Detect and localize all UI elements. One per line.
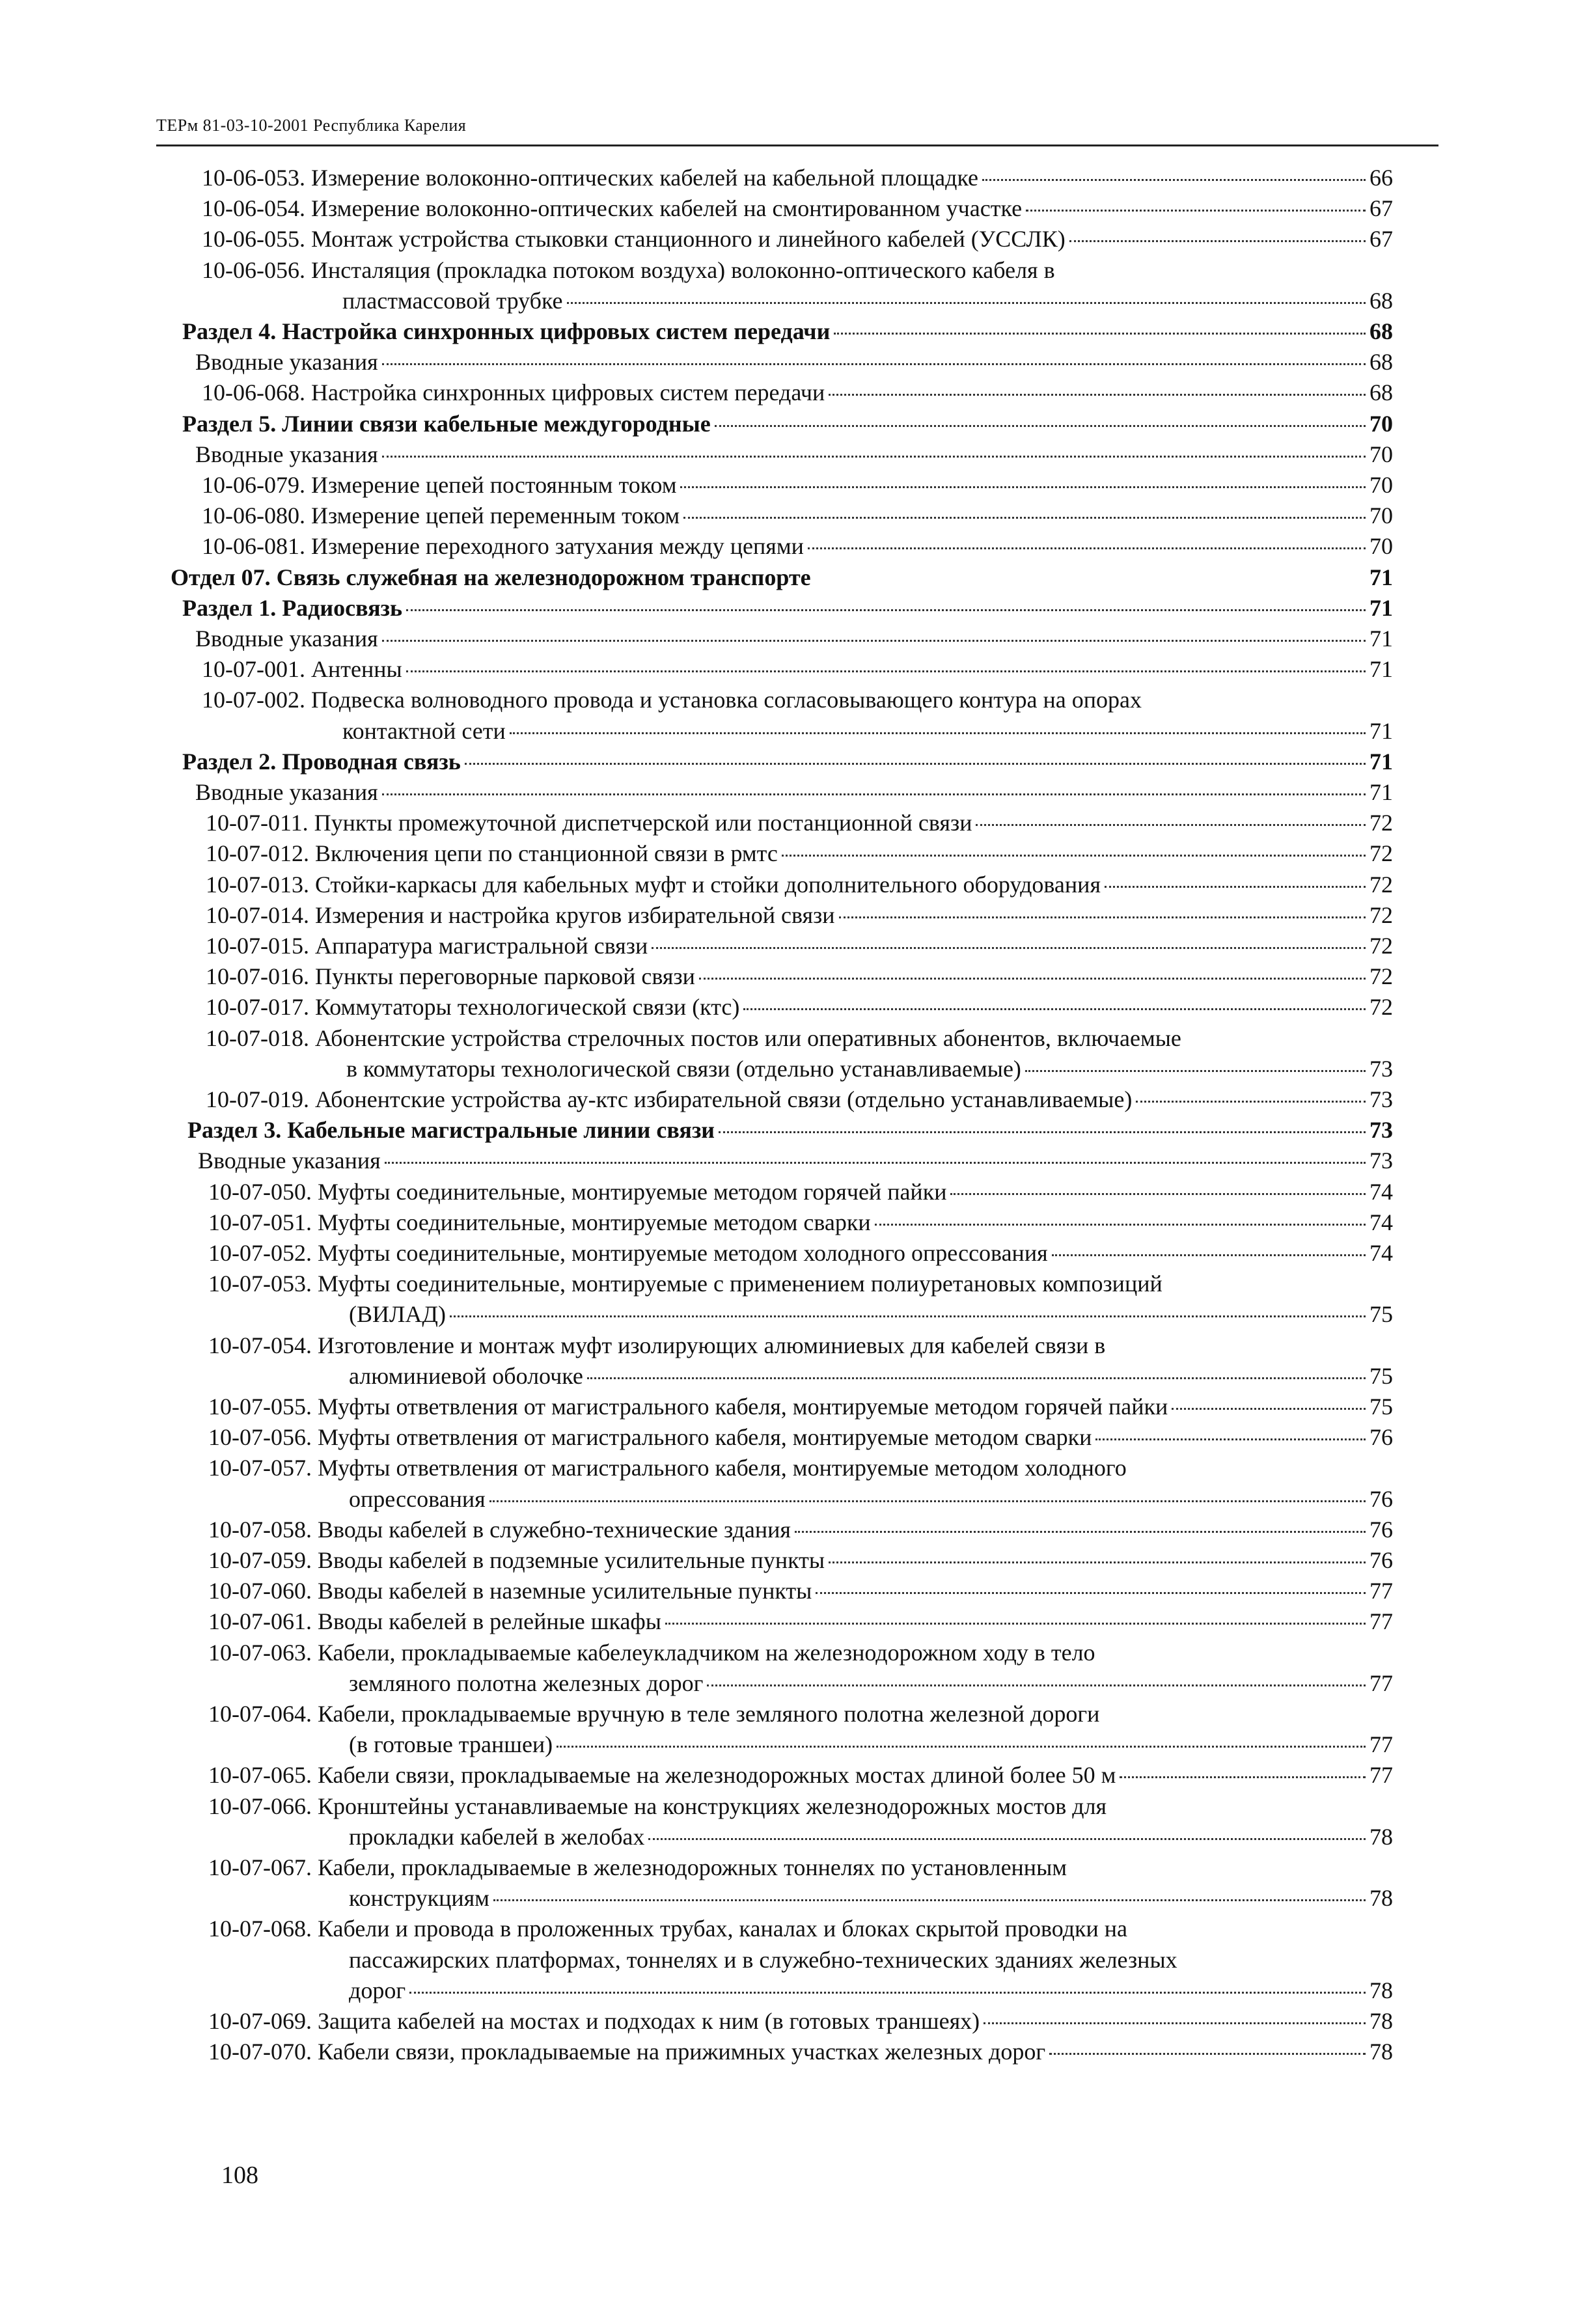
toc-entry-line — [0, 1361, 1596, 1392]
toc-entry-line — [0, 439, 1596, 470]
toc-entry — [0, 2006, 1596, 2037]
toc-entry-line — [0, 255, 1596, 286]
dot-leader — [648, 1838, 1366, 1840]
toc-page-number: 70 — [1369, 472, 1393, 498]
toc-entry-text: 10-06-080. Измерение цепей переменным током — [202, 502, 680, 529]
toc-entry — [0, 747, 1596, 777]
toc-entry-line — [0, 224, 1596, 254]
toc-entry-text: 10-07-001. Антенны — [202, 656, 402, 683]
toc-entry-text: (ВИЛАД) — [349, 1301, 446, 1328]
toc-entry-line — [0, 1146, 1596, 1176]
toc-page-number: 73 — [1369, 1086, 1393, 1112]
dot-leader — [875, 1224, 1366, 1226]
toc-entry-line — [0, 777, 1596, 808]
toc-entry-text: 10-07-063. Кабели, прокладываемые кабелеукладчиком на железнодорожном ходу в тело — [208, 1639, 1095, 1666]
toc-entry-text: 10-07-052. Муфты соединительные, монтируемые методом холодного опрессования — [208, 1240, 1048, 1266]
toc-entry — [0, 1238, 1596, 1269]
toc-entry-line — [0, 316, 1596, 347]
toc-entry-line — [0, 501, 1596, 531]
toc-entry — [0, 1207, 1596, 1238]
toc-entry — [0, 193, 1596, 224]
toc-entry-line — [0, 1515, 1596, 1545]
toc-entry-text: 10-07-013. Стойки-каркасы для кабельных муфт и стойки дополнительного оборудования — [206, 871, 1101, 898]
dot-leader — [382, 456, 1366, 458]
toc-page-number: 72 — [1369, 963, 1393, 990]
toc-entry-text: 10-06-079. Измерение цепей постоянным током — [202, 472, 677, 498]
dot-leader — [1105, 886, 1366, 888]
toc-entry-text: 10-06-055. Монтаж устройства стыковки станционного и линейного кабелей (УССЛК) — [202, 226, 1066, 253]
toc-entry-line — [0, 1023, 1596, 1054]
toc-page-number: 72 — [1369, 871, 1393, 898]
toc-entry-line — [0, 685, 1596, 715]
toc-entry — [0, 531, 1596, 562]
toc-entry-line — [0, 593, 1596, 624]
dot-leader — [510, 732, 1366, 734]
toc-entry-text: 10-06-068. Настройка синхронных цифровых систем передачи — [202, 379, 825, 406]
dot-leader — [984, 2022, 1366, 2024]
toc-page-number: 75 — [1369, 1301, 1393, 1328]
dot-leader — [816, 1592, 1366, 1594]
toc-entry — [0, 1146, 1596, 1176]
toc-entry-text: Вводные указания — [195, 779, 378, 805]
dot-leader — [385, 1162, 1366, 1164]
toc-page-number: 72 — [1369, 994, 1393, 1021]
toc-page-number: 76 — [1369, 1485, 1393, 1512]
toc-page-number: 71 — [1369, 594, 1393, 621]
toc-entry-line — [0, 1852, 1596, 1883]
toc-page-number: 74 — [1369, 1209, 1393, 1235]
toc-entry — [0, 624, 1596, 654]
toc-entry-text: Раздел 1. Радиосвязь — [182, 594, 403, 621]
toc-entry-line — [0, 1453, 1596, 1483]
toc-entry — [0, 378, 1596, 408]
dot-leader — [1049, 2053, 1366, 2055]
toc-entry — [0, 1852, 1596, 1914]
toc-entry — [0, 1545, 1596, 1576]
toc-entry-line — [0, 470, 1596, 501]
dot-leader — [1136, 1101, 1366, 1103]
toc-entry-line — [0, 654, 1596, 685]
toc-page-number: 71 — [1369, 717, 1393, 744]
toc-entry-line — [0, 1269, 1596, 1299]
toc-page-number: 71 — [1369, 625, 1393, 652]
toc-entry-line — [0, 1422, 1596, 1453]
toc-entry-line — [0, 992, 1596, 1023]
toc-entry-text: Раздел 5. Линии связи кабельные междугородные — [182, 410, 711, 437]
toc-entry-text: 10-07-017. Коммутаторы технологической связи (ктс) — [206, 994, 740, 1021]
toc-entry-text: (в готовые траншеи) — [349, 1731, 553, 1758]
toc-entry — [0, 992, 1596, 1023]
toc-entry — [0, 1760, 1596, 1791]
toc-entry — [0, 562, 1596, 593]
toc-page-number: 66 — [1369, 165, 1393, 191]
toc-entry-text: 10-07-011. Пункты промежуточной диспетчерской или постанционной связи — [206, 810, 972, 836]
dot-leader — [1120, 1776, 1366, 1778]
toc-entry-text: 10-07-061. Вводы кабелей в релейные шкафы — [208, 1608, 661, 1635]
toc-entry-line — [0, 1392, 1596, 1422]
toc-entry-text: 10-07-056. Муфты ответвления от магистрального кабеля, монтируемые методом сварки — [208, 1424, 1092, 1451]
toc-entry-text: дорог — [349, 1977, 406, 2003]
toc-entry — [0, 900, 1596, 931]
dot-leader — [795, 1531, 1366, 1533]
toc-entry-line — [0, 808, 1596, 838]
toc-entry-text: 10-06-054. Измерение волоконно-оптических кабелей на смонтированном участке — [202, 195, 1023, 222]
toc-entry-line — [0, 1299, 1596, 1330]
toc-entry — [0, 1084, 1596, 1115]
toc-entry — [0, 1422, 1596, 1453]
toc-entry-text: 10-07-016. Пункты переговорные парковой связи — [206, 963, 695, 990]
toc-page-number: 76 — [1369, 1516, 1393, 1543]
toc-page-number: 76 — [1369, 1424, 1393, 1451]
toc-entry-text: конструкциям — [349, 1885, 489, 1912]
toc-page-number: 67 — [1369, 226, 1393, 253]
dot-leader — [1069, 240, 1366, 242]
toc-entry-text: Раздел 2. Проводная связь — [182, 748, 461, 775]
toc-entry — [0, 593, 1596, 624]
toc-page-number: 68 — [1369, 349, 1393, 376]
toc-entry-line — [0, 1576, 1596, 1606]
toc-entry-text: 10-07-050. Муфты соединительные, монтируемые методом горячей пайки — [208, 1178, 947, 1205]
page-number: 108 — [221, 2162, 258, 2189]
dot-leader — [1026, 210, 1366, 212]
toc-entry-line — [0, 1914, 1596, 1944]
toc-entry-text: опрессования — [349, 1485, 486, 1512]
toc-entry — [0, 1791, 1596, 1852]
toc-entry-text: 10-07-070. Кабели связи, прокладываемые на прижимных участках железных дорог — [208, 2039, 1046, 2065]
toc-entry-text: в коммутаторы технологической связи (отдельно устанавливаемые) — [346, 1055, 1021, 1082]
dot-leader — [1172, 1408, 1366, 1410]
toc-entry-line — [0, 961, 1596, 992]
toc-page-number: 71 — [1369, 748, 1393, 775]
toc-page-number: 68 — [1369, 379, 1393, 406]
toc-entry — [0, 1330, 1596, 1392]
dot-leader — [493, 1899, 1366, 1901]
toc-entry-line — [0, 900, 1596, 931]
toc-page-number: 77 — [1369, 1762, 1393, 1789]
toc-entry-line — [0, 1177, 1596, 1207]
toc-entry — [0, 409, 1596, 439]
toc-entry-text: 10-07-065. Кабели связи, прокладываемые на железнодорожных мостах длиной более 50 м — [208, 1762, 1116, 1789]
toc-entry-line — [0, 1791, 1596, 1822]
dot-leader — [406, 609, 1366, 611]
dot-leader — [743, 1008, 1366, 1010]
toc-entry-line — [0, 1545, 1596, 1576]
toc-entry-text: 10-06-056. Инсталяция (прокладка потоком воздуха) волоконно-оптического кабеля в — [202, 256, 1055, 283]
toc-entry — [0, 1023, 1596, 1084]
toc-entry-text: 10-07-014. Измерения и настройка кругов избирательной связи — [206, 901, 835, 928]
toc-entry — [0, 1115, 1596, 1146]
toc-entry-text: 10-07-058. Вводы кабелей в служебно-технические здания — [208, 1516, 791, 1543]
dot-leader — [382, 793, 1366, 795]
toc-entry-line — [0, 1054, 1596, 1084]
toc-entry — [0, 931, 1596, 961]
toc-entry — [0, 470, 1596, 501]
dot-leader — [382, 640, 1366, 642]
toc-entry — [0, 838, 1596, 869]
toc-entry-line — [0, 838, 1596, 869]
toc-entry — [0, 1269, 1596, 1330]
toc-entry — [0, 255, 1596, 316]
toc-entry-text: 10-07-067. Кабели, прокладываемые в железнодорожных тоннелях по установленным — [208, 1854, 1067, 1880]
toc-page-number: 70 — [1369, 441, 1393, 467]
dot-leader — [829, 1561, 1366, 1563]
toc-page-number: 70 — [1369, 502, 1393, 529]
toc-entry-text: 10-07-051. Муфты соединительные, монтируемые методом сварки — [208, 1209, 871, 1235]
toc-entry-text: 10-07-057. Муфты ответвления от магистрального кабеля, монтируемые методом холодного — [208, 1455, 1127, 1481]
dot-leader — [406, 670, 1366, 672]
toc-entry-line — [0, 1606, 1596, 1637]
toc-entry-text: 10-07-015. Аппаратура магистральной связи — [206, 933, 648, 959]
toc-entry-line — [0, 1207, 1596, 1238]
toc-entry — [0, 1638, 1596, 1699]
toc-entry-line — [0, 1238, 1596, 1269]
toc-page-number: 78 — [1369, 1977, 1393, 2003]
toc-entry-text: Отдел 07. Связь служебная на железнодорожном транспорте — [171, 564, 811, 590]
dot-leader — [699, 978, 1366, 980]
toc-entry-line — [0, 1084, 1596, 1115]
toc-entry-text: Вводные указания — [195, 625, 378, 652]
toc-entry-text: 10-07-059. Вводы кабелей в подземные усилительные пункты — [208, 1547, 825, 1573]
toc-entry — [0, 961, 1596, 992]
dot-leader — [557, 1746, 1366, 1748]
toc-page-number: 73 — [1369, 1117, 1393, 1144]
toc-page-number: 70 — [1369, 410, 1393, 437]
toc-entry-line — [0, 1330, 1596, 1361]
toc-page-number: 72 — [1369, 840, 1393, 867]
toc-page-number: 68 — [1369, 318, 1393, 344]
dot-leader — [839, 916, 1366, 918]
toc-entry-line — [0, 378, 1596, 408]
toc-entry-line — [0, 1115, 1596, 1146]
toc-entry-text: Раздел 4. Настройка синхронных цифровых систем передачи — [182, 318, 831, 344]
toc-page-number: 77 — [1369, 1578, 1393, 1604]
toc-entry-line — [0, 163, 1596, 193]
toc-entry-text: 10-07-053. Муфты соединительные, монтируемые с применением полиуретановых композиций — [208, 1271, 1163, 1297]
toc-page-number: 78 — [1369, 1823, 1393, 1850]
toc-entry — [0, 1576, 1596, 1606]
toc-entry-text: алюминиевой оболочке — [349, 1362, 583, 1389]
toc-entry-line — [0, 531, 1596, 562]
toc-entry — [0, 1699, 1596, 1760]
toc-page-number: 77 — [1369, 1731, 1393, 1758]
toc-entry — [0, 1453, 1596, 1514]
toc-entry-line — [0, 1883, 1596, 1914]
toc-entry — [0, 2037, 1596, 2067]
toc-page-number: 70 — [1369, 533, 1393, 560]
running-header: ТЕРм 81-03-10-2001 Республика Карелия — [156, 116, 467, 135]
toc-entry-text: 10-07-060. Вводы кабелей в наземные усилительные пункты — [208, 1578, 812, 1604]
toc-entry-text: Вводные указания — [195, 441, 378, 467]
toc-page-number: 72 — [1369, 901, 1393, 928]
toc-entry-line — [0, 2006, 1596, 2037]
toc-entry-line — [0, 1975, 1596, 2006]
toc-entry — [0, 685, 1596, 746]
toc-page-number: 71 — [1369, 656, 1393, 683]
toc-page-number: 75 — [1369, 1362, 1393, 1389]
toc-page-number: 74 — [1369, 1178, 1393, 1205]
toc-page-number: 72 — [1369, 810, 1393, 836]
toc-entry-line — [0, 716, 1596, 747]
toc-entry — [0, 439, 1596, 470]
toc-entry-text: 10-07-002. Подвеска волноводного провода и установка согласовывающего контура на опорах — [202, 687, 1142, 713]
dot-leader — [382, 363, 1366, 365]
toc-entry-text: 10-07-018. Абонентские устройства стрелочных постов или оперативных абонентов, включаемые — [206, 1024, 1181, 1051]
dot-leader — [450, 1315, 1366, 1317]
toc-entry — [0, 1177, 1596, 1207]
toc-entry-line — [0, 193, 1596, 224]
toc-entry-line — [0, 870, 1596, 900]
dot-leader — [976, 824, 1366, 826]
toc-entry-line — [0, 1945, 1596, 1975]
header-rule — [156, 144, 1438, 146]
dot-leader — [409, 1992, 1366, 1994]
toc-entry — [0, 501, 1596, 531]
dot-leader — [652, 947, 1366, 949]
toc-entry-text: 10-06-053. Измерение волоконно-оптических кабелей на кабельной площадке — [202, 165, 979, 191]
dot-leader — [829, 394, 1366, 396]
dot-leader — [782, 855, 1366, 857]
dot-leader — [950, 1193, 1366, 1195]
toc-entry — [0, 1914, 1596, 2006]
dot-leader — [982, 179, 1366, 181]
toc-page-number: 77 — [1369, 1670, 1393, 1696]
toc-entry — [0, 870, 1596, 900]
toc-entry — [0, 808, 1596, 838]
toc-entry-line — [0, 2037, 1596, 2067]
toc-page-number: 73 — [1369, 1055, 1393, 1082]
dot-leader — [567, 302, 1366, 304]
toc-page-number: 72 — [1369, 933, 1393, 959]
dot-leader — [489, 1500, 1366, 1502]
toc-entry-text: 10-07-012. Включения цепи по станционной связи в рмтс — [206, 840, 778, 867]
toc-entry-line — [0, 1729, 1596, 1760]
toc-page-number: 78 — [1369, 2008, 1393, 2034]
toc-entry-line — [0, 931, 1596, 961]
dot-leader — [808, 547, 1366, 549]
toc-entry — [0, 654, 1596, 685]
toc-entry-text: 10-07-069. Защита кабелей на мостах и подходах к ним (в готовых траншеях) — [208, 2008, 980, 2034]
toc-page-number: 78 — [1369, 2039, 1393, 2065]
toc-entry — [0, 347, 1596, 378]
toc-page-number: 71 — [1369, 779, 1393, 805]
toc-page-number: 74 — [1369, 1240, 1393, 1266]
toc-entry-text: 10-07-068. Кабели и провода в проложенных трубах, каналах и блоках скрытой проводки на — [208, 1916, 1128, 1942]
dot-leader — [707, 1684, 1366, 1686]
toc-entry-line — [0, 409, 1596, 439]
toc-entry-line — [0, 1668, 1596, 1699]
dot-leader — [1025, 1070, 1366, 1072]
dot-leader — [665, 1623, 1366, 1625]
dot-leader — [715, 425, 1366, 427]
toc-entry-text: прокладки кабелей в желобах — [349, 1823, 645, 1850]
toc-entry-text: земляного полотна железных дорог — [349, 1670, 704, 1696]
toc-entry-text: пластмассовой трубке — [342, 287, 563, 314]
toc-page-number: 68 — [1369, 287, 1393, 314]
toc-entry — [0, 224, 1596, 254]
dot-leader — [680, 486, 1366, 488]
dot-leader — [683, 517, 1366, 519]
toc-entry — [0, 777, 1596, 808]
toc-entry-line — [0, 562, 1596, 593]
toc-entry — [0, 1606, 1596, 1637]
toc-entry-line — [0, 1699, 1596, 1729]
toc-entry-text: 10-07-064. Кабели, прокладываемые вручную в теле земляного полотна железной дороги — [208, 1701, 1100, 1727]
dot-leader — [719, 1131, 1366, 1133]
dot-leader — [587, 1377, 1366, 1379]
toc-page-number: 77 — [1369, 1608, 1393, 1635]
toc-page-number: 78 — [1369, 1885, 1393, 1912]
toc-entry-line — [0, 1822, 1596, 1852]
toc-entry-text: Раздел 3. Кабельные магистральные линии связи — [187, 1117, 715, 1144]
toc-page-number: 67 — [1369, 195, 1393, 222]
toc-entry — [0, 316, 1596, 347]
toc-entry-text: пассажирских платформах, тоннелях и в служебно-технических зданиях железных — [349, 1946, 1177, 1973]
toc-entry — [0, 163, 1596, 193]
toc-entry-text: 10-07-019. Абонентские устройства ау-ктс избирательной связи (отдельно устанавливаемые) — [206, 1086, 1133, 1112]
toc-entry-text: 10-06-081. Измерение переходного затухания между цепями — [202, 533, 804, 560]
toc-entry-text: 10-07-054. Изготовление и монтаж муфт изолирующих алюминиевых для кабелей связи в — [208, 1332, 1106, 1358]
toc-entry-text: 10-07-066. Кронштейны устанавливаемые на конструкциях железнодорожных мостов для — [208, 1793, 1107, 1819]
toc-entry-line — [0, 286, 1596, 316]
toc-entry-line — [0, 347, 1596, 378]
toc-entry — [0, 1392, 1596, 1422]
toc-entry-text: Вводные указания — [198, 1148, 381, 1174]
toc-page-number: 73 — [1369, 1148, 1393, 1174]
toc-page-number: 71 — [1369, 564, 1393, 590]
toc-entry-text: Вводные указания — [195, 349, 378, 376]
toc-entry-text: контактной сети — [342, 717, 506, 744]
toc-entry-line — [0, 1484, 1596, 1515]
toc-page-number: 75 — [1369, 1394, 1393, 1420]
dot-leader — [1052, 1254, 1366, 1256]
toc-entry-text: 10-07-055. Муфты ответвления от магистрального кабеля, монтируемые методом горячей пайки — [208, 1394, 1168, 1420]
dot-leader — [465, 763, 1366, 765]
dot-leader — [834, 333, 1366, 335]
toc-entry-line — [0, 1638, 1596, 1668]
toc-entry — [0, 1515, 1596, 1545]
toc-page-number: 76 — [1369, 1547, 1393, 1573]
dot-leader — [1095, 1438, 1366, 1440]
toc-entry-line — [0, 1760, 1596, 1791]
toc-entry-line — [0, 624, 1596, 654]
toc-entry-line — [0, 747, 1596, 777]
